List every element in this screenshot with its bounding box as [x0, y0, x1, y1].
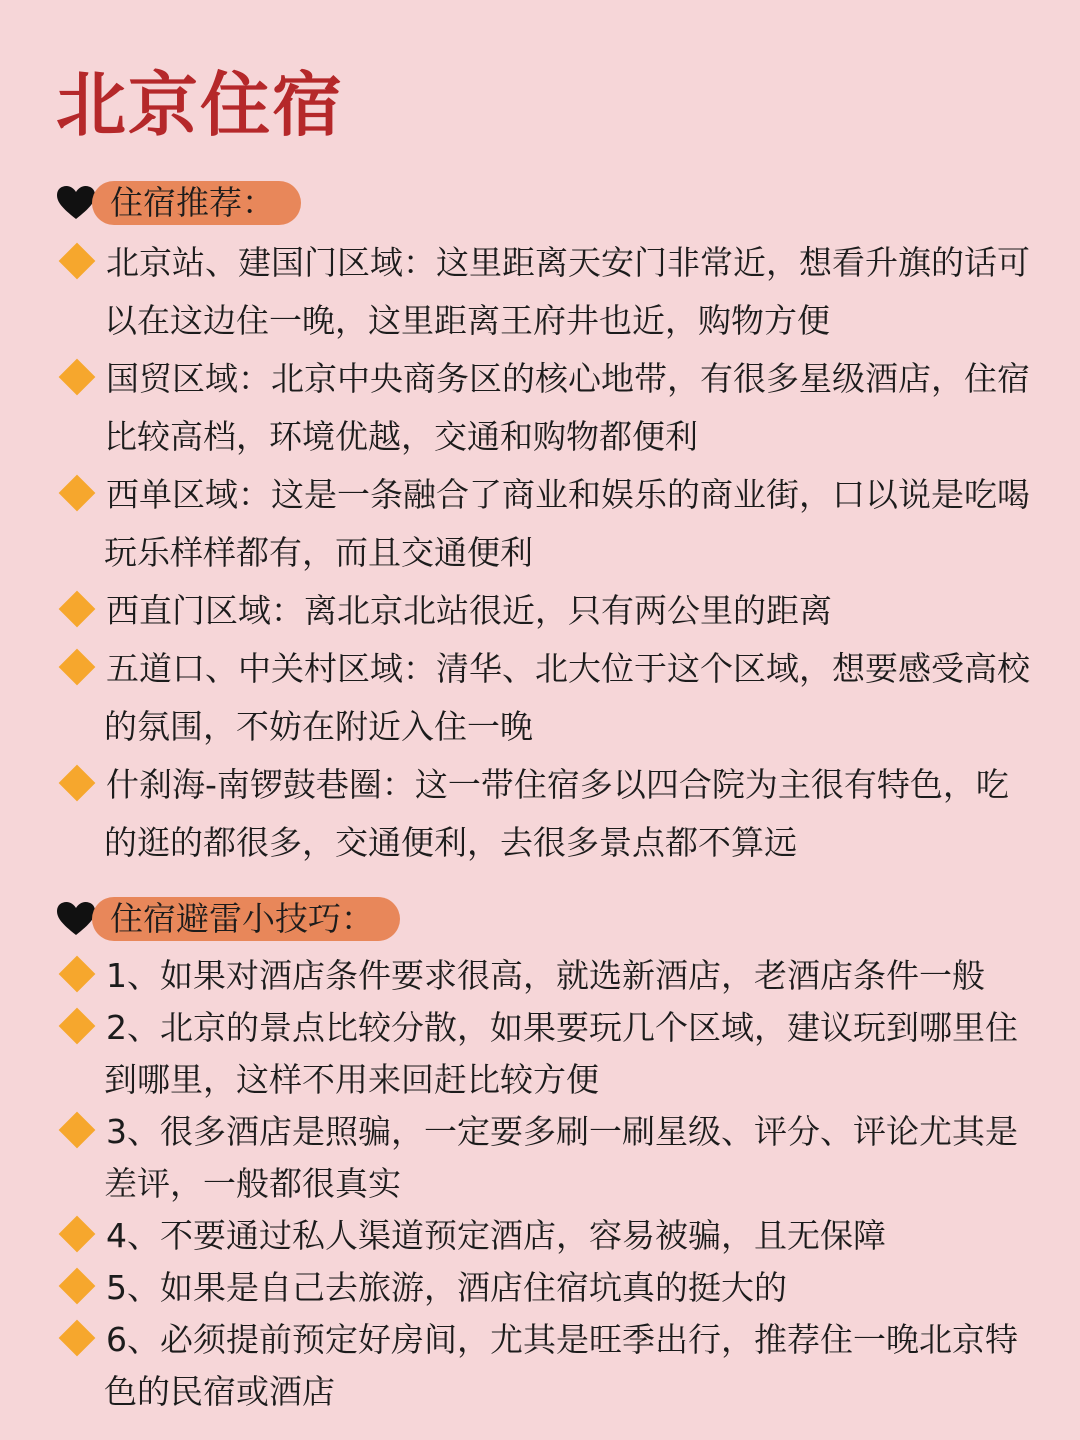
list-item: [56, 756, 1036, 872]
section-header: [56, 896, 1036, 942]
list-item: [56, 1262, 1036, 1314]
list-item-text: 五道口、中关村区域：清华、北大位于这个区域，想要感受高校的氛围，不妨在附近入住一晚: [104, 649, 1030, 746]
list-item-text: 5、如果是自己去旅游，酒店住宿坑真的挺大的: [106, 1268, 787, 1307]
list-item-text: 北京站、建国门区域：这里距离天安门非常近，想看升旗的话可以在这边住一晚，这里距离王府井也近，购物方便: [104, 243, 1030, 340]
list-item-text: 西单区域：这是一条融合了商业和娱乐的商业街，口以说是吃喝玩乐样样都有，而且交通便利: [104, 475, 1030, 572]
list-item-text: 3、很多酒店是照骗，一定要多刷一刷星级、评分、评论尤其是差评，一般都很真实: [104, 1112, 1018, 1203]
diamond-icon: [59, 1215, 96, 1252]
list-item: [56, 950, 1036, 1002]
list-item: [56, 582, 1036, 640]
diamond-icon: [59, 358, 96, 395]
diamond-icon: [59, 590, 96, 627]
list-item-text: 6、必须提前预定好房间，尤其是旺季出行，推荐住一晚北京特色的民宿或酒店: [104, 1320, 1018, 1411]
list-item-text: 1、如果对酒店条件要求很高，就选新酒店，老酒店条件一般: [106, 956, 985, 995]
diamond-icon: [59, 648, 96, 685]
list-item-text: 国贸区域：北京中央商务区的核心地带，有很多星级酒店，住宿比较高档，环境优越，交通和购物都便利: [104, 359, 1030, 456]
section-tips: [56, 896, 1036, 1418]
list-item-text: 2、北京的景点比较分散，如果要玩几个区域，建议玩到哪里住到哪里，这样不用来回赶比较方便: [104, 1008, 1018, 1099]
section-header-label: 住宿推荐：: [92, 181, 301, 225]
diamond-icon: [59, 474, 96, 511]
diamond-icon: [59, 955, 96, 992]
recommendation-list: [56, 234, 1036, 872]
diamond-icon: [59, 242, 96, 279]
list-item: [56, 466, 1036, 582]
diamond-icon: [59, 1111, 96, 1148]
diamond-icon: [59, 1319, 96, 1356]
list-item-text: 西直门区域：离北京北站很近，只有两公里的距离: [106, 591, 832, 630]
list-item: [56, 350, 1036, 466]
list-item: [56, 1210, 1036, 1262]
diamond-icon: [59, 1267, 96, 1304]
article: [56, 60, 1036, 1418]
tips-list: [56, 950, 1036, 1418]
section-recommendations: [56, 180, 1036, 872]
list-item-text: 什刹海-南锣鼓巷圈：这一带住宿多以四合院为主很有特色，吃的逛的都很多，交通便利，去很多景点都不算远: [104, 765, 1009, 862]
list-item-text: 4、不要通过私人渠道预定酒店，容易被骗，且无保障: [106, 1216, 886, 1255]
list-item: [56, 1002, 1036, 1106]
heart-icon: [56, 185, 96, 221]
list-item: [56, 640, 1036, 756]
list-item: [56, 234, 1036, 350]
diamond-icon: [59, 764, 96, 801]
page-title: 北京住宿: [56, 64, 344, 146]
diamond-icon: [59, 1007, 96, 1044]
section-header-label: 住宿避雷小技巧：: [92, 897, 400, 941]
section-header: [56, 180, 1036, 226]
list-item: [56, 1314, 1036, 1418]
list-item: [56, 1106, 1036, 1210]
heart-icon: [56, 901, 96, 937]
